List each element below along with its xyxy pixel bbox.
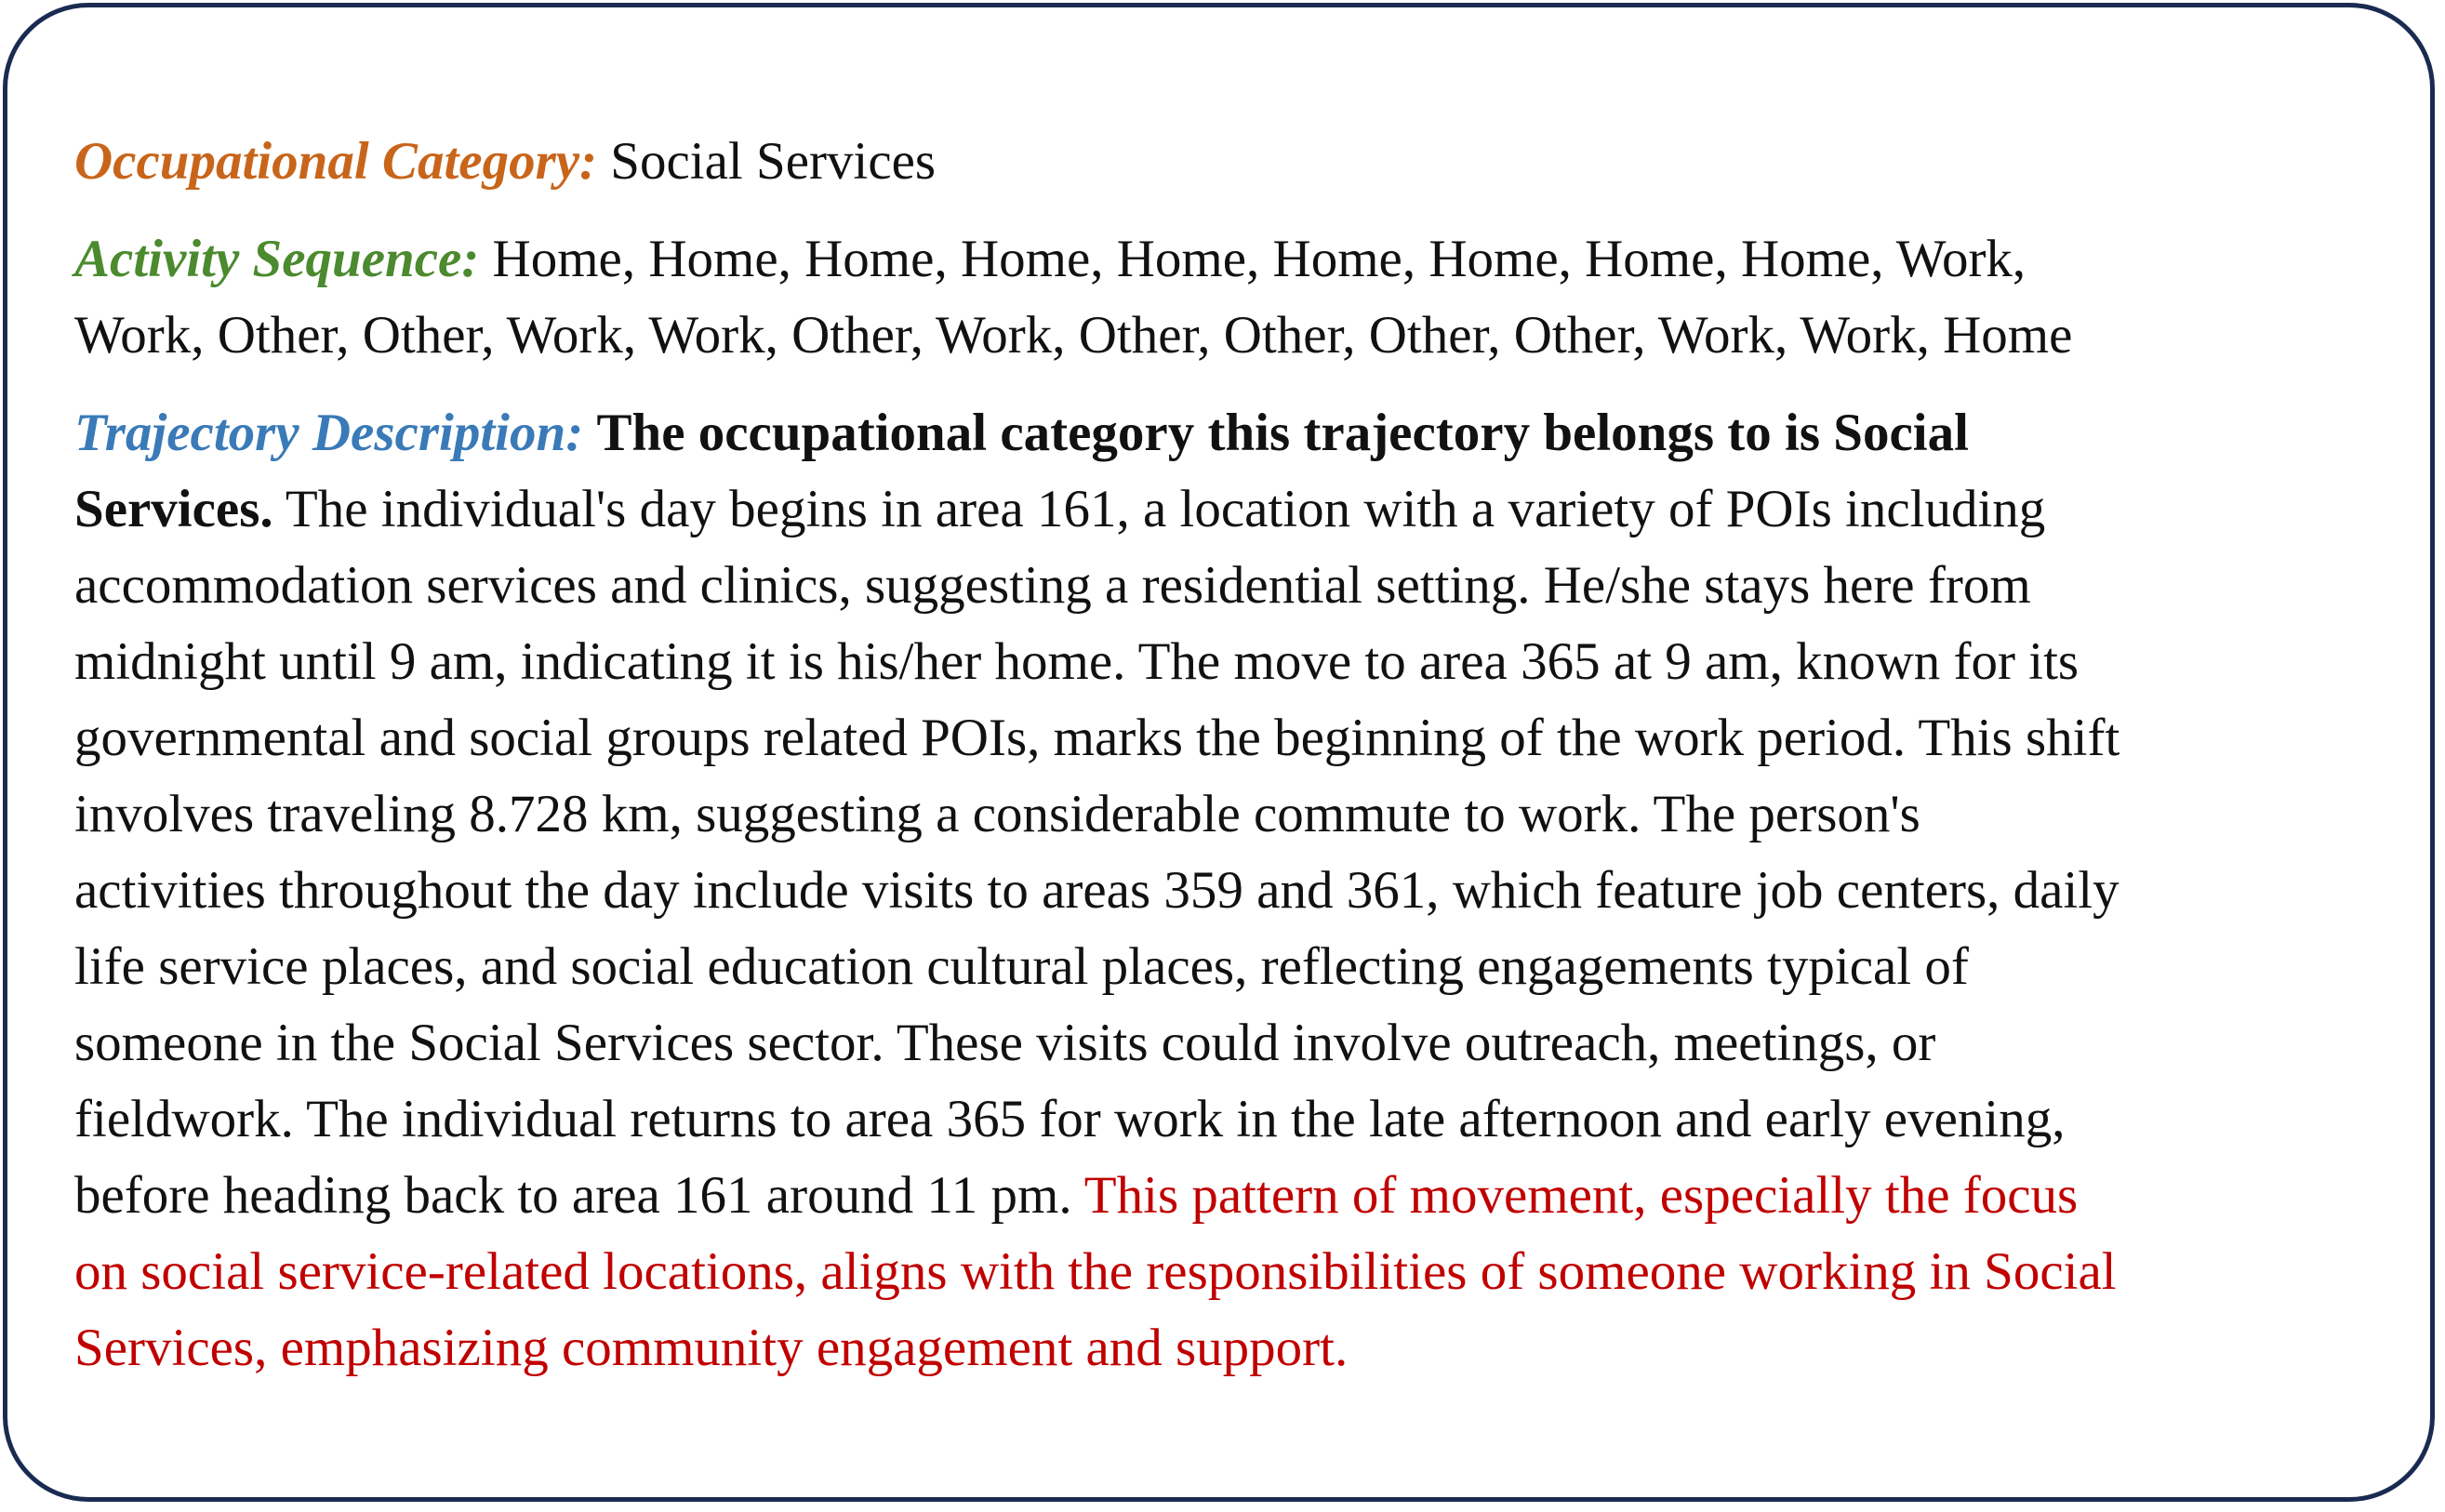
trajectory-line [74,929,2418,1005]
trajectory-line [74,853,2418,929]
trajectory-line [74,624,2418,700]
card-content [74,124,2418,1408]
activity-sequence-label: Activity Sequence: [74,230,480,288]
trajectory-highlight-text: Services, emphasizing community engagement and support. [74,1319,1349,1377]
trajectory-line [74,700,2418,776]
trajectory-bold-text: Services. [74,480,273,538]
activity-sequence-section [74,221,2418,374]
trajectory-text: activities throughout the day include visits to areas 359 and 361, which feature job centers, daily [74,861,2119,920]
activity-sequence-line [74,298,2418,374]
trajectory-text: governmental and social groups related POIs, marks the beginning of the work period. This shift [74,709,2120,767]
activity-sequence-line [74,221,2418,298]
trajectory-text: involves traveling 8.728 km, suggesting a considerable commute to work. The person's [74,785,1920,843]
trajectory-text: fieldwork. The individual returns to area 365 for work in the late afternoon and early evening, [74,1090,2066,1148]
trajectory-text: before heading back to area 161 around 11 pm. [74,1166,1084,1225]
trajectory-text: midnight until 9 am, indicating it is his/her home. The move to area 365 at 9 am, known for its [74,632,2080,691]
trajectory-description-section [74,395,2418,1386]
trajectory-text: life service places, and social education cultural places, reflecting engagements typical of [74,937,1969,996]
trajectory-line [74,548,2418,624]
trajectory-line [74,471,2418,548]
trajectory-highlight-text: on social service-related locations, aligns with the responsibilities of someone working in Social [74,1242,2117,1301]
trajectory-line [74,1005,2418,1081]
trajectory-line [74,1158,2418,1234]
trajectory-line [74,1234,2418,1310]
occupational-category-section [74,124,2418,200]
trajectory-description-label: Trajectory Description: [74,404,584,462]
trajectory-text: someone in the Social Services sector. These visits could involve outreach, meetings, or [74,1014,1936,1072]
occupational-category-value: Social Services [610,132,937,191]
trajectory-line [74,1081,2418,1158]
occupational-category-label: Occupational Category: [74,132,598,191]
trajectory-line [74,395,2418,471]
trajectory-text: The individual's day begins in area 161, a location with a variety of POIs including [272,480,2046,538]
trajectory-bold-text: The occupational category this trajectory belongs to is Social [596,404,1969,462]
activity-sequence-text: Home, Home, Home, Home, Home, Home, Home, Home, Home, Work, [492,230,2026,288]
trajectory-line [74,776,2418,853]
description-card [3,3,2435,1502]
trajectory-highlight-text: This pattern of movement, especially the focus [1083,1166,2079,1225]
activity-sequence-text: Work, Other, Other, Work, Work, Other, Work, Other, Other, Other, Other, Work, Work, Home [74,306,2073,365]
trajectory-line [74,1310,2418,1386]
trajectory-text: accommodation services and clinics, suggesting a residential setting. He/she stays here from [74,556,2031,615]
